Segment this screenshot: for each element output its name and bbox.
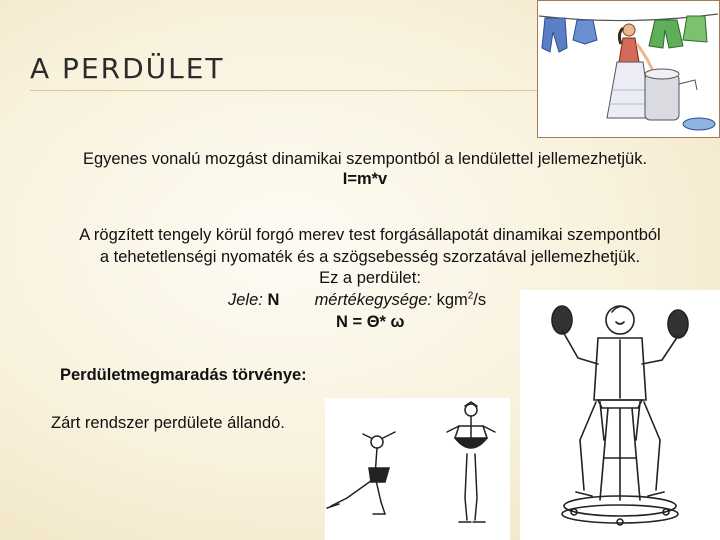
unit-label: mértékegysége: bbox=[314, 291, 432, 309]
intro-line: Egyenes vonalú mozgást dinamikai szempontból a lendülettel jellemezhetjük. bbox=[82, 150, 648, 168]
slide-title: A PERDÜLET bbox=[30, 52, 225, 85]
angular-momentum-formula: N = Θ* ω bbox=[336, 313, 405, 331]
unit-exponent: 2 bbox=[467, 290, 474, 302]
laundry-illustration bbox=[537, 0, 720, 138]
title-underline bbox=[30, 90, 540, 91]
conservation-law-title: Perdületmegmaradás törvénye: bbox=[60, 366, 307, 384]
unit-tail: /s bbox=[473, 291, 487, 309]
figure-skaters-illustration bbox=[325, 398, 510, 540]
symbol-value: N bbox=[267, 291, 280, 309]
conservation-law-text: Zárt rendszer perdülete állandó. bbox=[51, 414, 285, 432]
rotating-stool-illustration bbox=[520, 290, 720, 540]
description-line-1: A rögzített tengely körül forgó merev test forgásállapotát dinamikai szempontból bbox=[79, 226, 661, 244]
symbol-and-unit-line bbox=[228, 291, 486, 310]
momentum-formula: I=m*v bbox=[342, 170, 388, 188]
symbol-label: Jele: bbox=[228, 291, 263, 309]
description-line-2: a tehetetlenségi nyomaték és a szögsebesség szorzatával jellemezhetjük. bbox=[99, 248, 641, 266]
description-line-3: Ez a perdület: bbox=[319, 269, 421, 287]
unit-base: kgm bbox=[436, 291, 468, 309]
